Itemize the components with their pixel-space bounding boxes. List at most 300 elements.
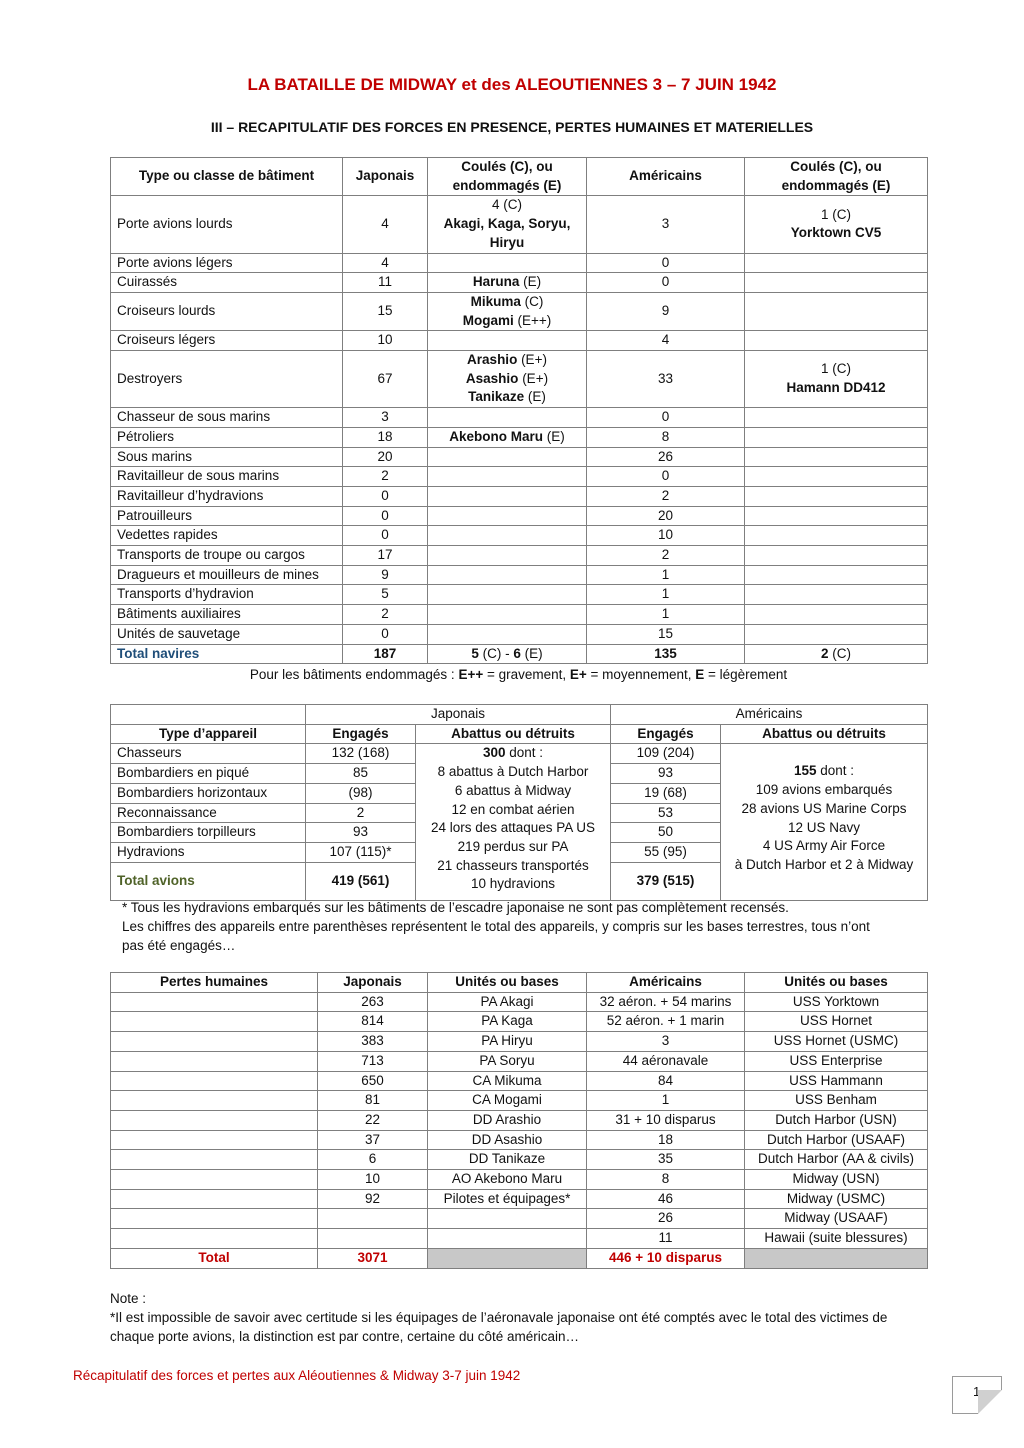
- col-header: Type d’appareil: [111, 724, 306, 744]
- table-row: [111, 253, 928, 273]
- total-value: 5: [471, 645, 479, 661]
- col-header: Japonais: [343, 158, 428, 196]
- table-row: [111, 1012, 928, 1032]
- legend-text: = légèrement: [704, 667, 788, 682]
- loss-us: 1: [587, 1091, 745, 1111]
- table-row: [111, 1170, 928, 1190]
- loss-us-unit: Dutch Harbor (USAAF): [745, 1130, 928, 1150]
- ship-jp-lost: [428, 605, 587, 625]
- loss-jp: [318, 1209, 428, 1229]
- ship-name: Asashio: [465, 370, 519, 386]
- loss-jp: 37: [318, 1130, 428, 1150]
- total-value: 6: [513, 645, 521, 661]
- loss-us: 3: [587, 1032, 745, 1052]
- ship-type: Destroyers: [111, 351, 343, 408]
- total-code: (E): [520, 645, 543, 661]
- col-header: Américains: [587, 973, 745, 993]
- aircraft-us: 93: [611, 764, 721, 784]
- table-row: [111, 1032, 928, 1052]
- page-curl-icon: [978, 1390, 1002, 1414]
- loss-us-unit: USS Hammann: [745, 1071, 928, 1091]
- aircraft-jp: 107 (115)*: [306, 842, 416, 862]
- ship-name: Haruna: [472, 274, 520, 290]
- table-row: [111, 273, 928, 293]
- group-header-us: Américains: [611, 705, 928, 725]
- ship-us-lost: [745, 565, 928, 585]
- note-line: * Tous les hydravions embarqués sur les bâtiments de l’escadre japonaise ne sont pas complètement recensés.: [122, 900, 789, 915]
- aircraft-header-row: [111, 724, 928, 744]
- col-header: Abattus ou détruits: [416, 724, 611, 744]
- total-jp: 187: [343, 644, 428, 664]
- table-row: [111, 506, 928, 526]
- ship-jp-lost: [428, 467, 587, 487]
- loss-us: 46: [587, 1189, 745, 1209]
- aircraft-us: 50: [611, 823, 721, 843]
- ship-type: Unités de sauvetage: [111, 624, 343, 644]
- loss-us: 26: [587, 1209, 745, 1229]
- ship-us-lost: [745, 253, 928, 273]
- ship-jp-lost: [428, 253, 587, 273]
- ship-us-count: 4: [587, 331, 745, 351]
- table-row: [111, 585, 928, 605]
- lost-suffix: dont :: [505, 745, 544, 761]
- group-header-jp: Japonais: [306, 705, 611, 725]
- col-header: Abattus ou détruits: [721, 724, 928, 744]
- lost-line: 1 (C): [821, 361, 851, 377]
- loss-jp-unit: DD Asashio: [428, 1130, 587, 1150]
- lost-line: 219 perdus sur PA: [457, 838, 569, 854]
- ship-jp-count: 2: [343, 605, 428, 625]
- ship-us-lost: [745, 506, 928, 526]
- lost-line: 10 hydravions: [470, 876, 556, 892]
- table-row: [111, 605, 928, 625]
- ship-us-lost: [745, 447, 928, 467]
- ship-us-count: 20: [587, 506, 745, 526]
- table-row: [111, 1189, 928, 1209]
- table-row: [111, 1071, 928, 1091]
- lost-line: 4 US Army Air Force: [762, 838, 886, 854]
- loss-jp-unit: PA Akagi: [428, 992, 587, 1012]
- lost-line: à Dutch Harbor et 2 à Midway: [734, 856, 914, 872]
- lost-line: 4 (C): [492, 197, 522, 213]
- loss-us: 44 aéronavale: [587, 1051, 745, 1071]
- ship-jp-count: 0: [343, 506, 428, 526]
- jp-lost-detail: [416, 744, 611, 900]
- table-row: [111, 292, 928, 330]
- col-header: Engagés: [611, 724, 721, 744]
- col-header: Engagés: [306, 724, 416, 744]
- empty-cell: [111, 1189, 318, 1209]
- ship-jp-lost: [428, 585, 587, 605]
- loss-us-unit: USS Hornet: [745, 1012, 928, 1032]
- empty-cell: [111, 1150, 318, 1170]
- ship-type: Cuirassés: [111, 273, 343, 293]
- ship-us-lost: [745, 331, 928, 351]
- footnote: [110, 1289, 930, 1346]
- losses-total-row: [111, 1248, 928, 1268]
- ship-jp-lost: [428, 565, 587, 585]
- ship-name: Akebono Maru: [449, 428, 543, 444]
- loss-us-unit: Hawaii (suite blessures): [745, 1229, 928, 1249]
- ship-us-count: 0: [587, 253, 745, 273]
- lost-suffix: dont :: [816, 763, 855, 779]
- loss-us-unit: USS Benham: [745, 1091, 928, 1111]
- page-footer: Récapitulatif des forces et pertes aux Aléoutiennes & Midway 3-7 juin 1942: [73, 1368, 521, 1383]
- total-us-lost: [745, 644, 928, 664]
- empty-cell: [111, 1071, 318, 1091]
- table-row: [111, 1091, 928, 1111]
- empty-cell: [428, 1248, 587, 1268]
- aircraft-type: Chasseurs: [111, 744, 306, 764]
- loss-jp: 263: [318, 992, 428, 1012]
- ship-jp-count: 17: [343, 546, 428, 566]
- total-us: 135: [587, 644, 745, 664]
- col-header: Coulés (C), ou endommagés (E): [428, 158, 587, 196]
- aircraft-us: 109 (204): [611, 744, 721, 764]
- total-jp: 3071: [318, 1248, 428, 1268]
- legend-key: E: [695, 667, 705, 682]
- empty-cell: [111, 1032, 318, 1052]
- ship-jp-count: 20: [343, 447, 428, 467]
- lost-line: Yorktown CV5: [790, 225, 882, 241]
- page-subtitle: III – RECAPITULATIF DES FORCES EN PRESENCE, PERTES HUMAINES ET MATERIELLES: [210, 119, 814, 135]
- empty-cell: [111, 1209, 318, 1229]
- loss-jp-unit: CA Mikuma: [428, 1071, 587, 1091]
- ship-type: Vedettes rapides: [111, 526, 343, 546]
- lost-line: Hiryu: [489, 234, 525, 250]
- damage-code: (E): [543, 428, 565, 444]
- damage-code: (E): [519, 274, 542, 290]
- empty-cell: [111, 1051, 318, 1071]
- ship-jp-count: 0: [343, 526, 428, 546]
- aircraft-us: 55 (95): [611, 842, 721, 862]
- table-row: [111, 196, 928, 253]
- loss-jp-unit: PA Hiryu: [428, 1032, 587, 1052]
- ship-us-lost: [745, 292, 928, 330]
- damage-code: (E+): [518, 370, 549, 386]
- ship-us-count: 9: [587, 292, 745, 330]
- table-row: [111, 1130, 928, 1150]
- legend-text: = moyennement,: [586, 667, 696, 682]
- aircraft-notes: [122, 898, 922, 955]
- empty-cell: [111, 1229, 318, 1249]
- ship-us-count: 1: [587, 585, 745, 605]
- ship-type: Porte avions lourds: [111, 196, 343, 253]
- lost-line: 28 avions US Marine Corps: [741, 800, 907, 816]
- table-row: [111, 351, 928, 408]
- ship-jp-lost: [428, 408, 587, 428]
- note-line: *Il est impossible de savoir avec certitude si les équipages de l’aéronavale japonaise ont été comptés avec le total des victimes de: [110, 1310, 888, 1325]
- legend-key: E++: [458, 667, 484, 682]
- loss-us-unit: Midway (USMC): [745, 1189, 928, 1209]
- table-row: [111, 744, 928, 764]
- ship-type: Ravitailleur de sous marins: [111, 467, 343, 487]
- page-number: 1: [973, 1384, 981, 1399]
- empty-cell: [111, 1170, 318, 1190]
- ship-us-lost: [745, 427, 928, 447]
- total-code: (C): [828, 645, 851, 661]
- ship-type: Pétroliers: [111, 427, 343, 447]
- legend-text: = gravement,: [483, 667, 570, 682]
- ship-jp-count: 10: [343, 331, 428, 351]
- loss-us: 31 + 10 disparus: [587, 1110, 745, 1130]
- ship-name: Mikuma: [470, 293, 521, 309]
- ship-us-count: 2: [587, 486, 745, 506]
- losses-header-row: [111, 973, 928, 993]
- ship-us-count: 10: [587, 526, 745, 546]
- table-row: [111, 624, 928, 644]
- col-header: Type ou classe de bâtiment: [111, 158, 343, 196]
- lost-total: 155: [793, 763, 817, 779]
- aircraft-group-row: [111, 705, 928, 725]
- col-header: Pertes humaines: [111, 973, 318, 993]
- ship-us-lost: [745, 351, 928, 408]
- ship-us-count: 15: [587, 624, 745, 644]
- total-label: Total avions: [111, 862, 306, 900]
- ship-jp-lost: [428, 331, 587, 351]
- aircraft-type: Reconnaissance: [111, 803, 306, 823]
- loss-jp: 6: [318, 1150, 428, 1170]
- lost-total: 300: [482, 745, 506, 761]
- ship-jp-lost: [428, 506, 587, 526]
- col-header: Unités ou bases: [428, 973, 587, 993]
- loss-jp-unit: AO Akebono Maru: [428, 1170, 587, 1190]
- table-row: [111, 1051, 928, 1071]
- empty-cell: [111, 705, 306, 725]
- ship-type: Dragueurs et mouilleurs de mines: [111, 565, 343, 585]
- aircraft-us: 19 (68): [611, 783, 721, 803]
- loss-jp: 383: [318, 1032, 428, 1052]
- loss-jp: 814: [318, 1012, 428, 1032]
- loss-jp: 650: [318, 1071, 428, 1091]
- ship-jp-count: 4: [343, 253, 428, 273]
- ship-jp-count: 0: [343, 486, 428, 506]
- ship-us-count: 33: [587, 351, 745, 408]
- total-us: 379 (515): [611, 862, 721, 900]
- aircraft-table: [110, 704, 928, 901]
- empty-cell: [111, 1110, 318, 1130]
- loss-us-unit: USS Hornet (USMC): [745, 1032, 928, 1052]
- loss-us: 35: [587, 1150, 745, 1170]
- ship-name: Tanikaze: [468, 389, 525, 405]
- ship-type: Bâtiments auxiliaires: [111, 605, 343, 625]
- table-row: [111, 447, 928, 467]
- loss-us: 8: [587, 1170, 745, 1190]
- lost-line: 6 abattus à Midway: [454, 782, 572, 798]
- damage-code: (C): [520, 293, 544, 309]
- total-code: (C) -: [478, 645, 514, 661]
- page-title: LA BATAILLE DE MIDWAY et des ALEOUTIENNES 3 – 7 JUIN 1942: [247, 75, 777, 94]
- aircraft-jp: 93: [306, 823, 416, 843]
- col-header: Unités ou bases: [745, 973, 928, 993]
- ship-type: Patrouilleurs: [111, 506, 343, 526]
- ship-us-lost: [745, 526, 928, 546]
- ship-us-lost: [745, 486, 928, 506]
- ship-type: Sous marins: [111, 447, 343, 467]
- loss-jp-unit: [428, 1229, 587, 1249]
- ship-us-lost: [745, 196, 928, 253]
- table-row: [111, 546, 928, 566]
- ship-jp-lost: [428, 546, 587, 566]
- empty-cell: [111, 1012, 318, 1032]
- loss-jp: 22: [318, 1110, 428, 1130]
- aircraft-jp: 132 (168): [306, 744, 416, 764]
- lost-line: 12 en combat aérien: [451, 801, 575, 817]
- ships-header-row: [111, 158, 928, 196]
- table-row: [111, 565, 928, 585]
- note-line: Les chiffres des appareils entre parenthèses représentent le total des appareils, y compris sur les bases terrestres, tous n’ont: [122, 919, 870, 934]
- ship-jp-count: 5: [343, 585, 428, 605]
- ships-total-row: [111, 644, 928, 664]
- note-line: chaque porte avions, la distinction est par contre, certaine du côté américain…: [110, 1329, 580, 1344]
- ship-jp-count: 15: [343, 292, 428, 330]
- ship-jp-count: 4: [343, 196, 428, 253]
- ship-us-count: 8: [587, 427, 745, 447]
- damage-legend: [110, 667, 927, 682]
- empty-cell: [111, 992, 318, 1012]
- loss-us: 11: [587, 1229, 745, 1249]
- empty-cell: [745, 1248, 928, 1268]
- lost-line: 109 avions embarqués: [755, 782, 893, 798]
- ship-jp-lost: [428, 486, 587, 506]
- aircraft-type: Bombardiers en piqué: [111, 764, 306, 784]
- damage-code: (E): [524, 389, 546, 405]
- loss-jp-unit: DD Arashio: [428, 1110, 587, 1130]
- empty-cell: [111, 1091, 318, 1111]
- table-row: [111, 1209, 928, 1229]
- loss-jp-unit: CA Mogami: [428, 1091, 587, 1111]
- ship-type: Croiseurs légers: [111, 331, 343, 351]
- ship-jp-count: 0: [343, 624, 428, 644]
- ship-type: Transports d’hydravion: [111, 585, 343, 605]
- ship-type: Chasseur de sous marins: [111, 408, 343, 428]
- total-label: Total: [111, 1248, 318, 1268]
- total-value: 2: [820, 645, 829, 661]
- ship-us-lost: [745, 585, 928, 605]
- aircraft-jp: (98): [306, 783, 416, 803]
- ship-jp-lost: [428, 447, 587, 467]
- aircraft-jp: 2: [306, 803, 416, 823]
- ships-simple-rows: [111, 447, 928, 644]
- ship-type: Ravitailleur d’hydravions: [111, 486, 343, 506]
- table-row: [111, 526, 928, 546]
- lost-line: 24 lors des attaques PA US: [430, 820, 596, 836]
- ship-jp-lost: [428, 624, 587, 644]
- loss-us-unit: Dutch Harbor (AA & civils): [745, 1150, 928, 1170]
- col-header: Japonais: [318, 973, 428, 993]
- table-row: [111, 408, 928, 428]
- loss-jp-unit: [428, 1209, 587, 1229]
- ship-us-count: 2: [587, 546, 745, 566]
- lost-line: 12 US Navy: [788, 819, 861, 835]
- ship-us-count: 3: [587, 196, 745, 253]
- loss-jp-unit: DD Tanikaze: [428, 1150, 587, 1170]
- loss-jp-unit: Pilotes et équipages*: [428, 1189, 587, 1209]
- total-jp: 419 (561): [306, 862, 416, 900]
- ship-us-lost: [745, 273, 928, 293]
- loss-us-unit: Dutch Harbor (USN): [745, 1110, 928, 1130]
- table-row: [111, 331, 928, 351]
- ship-type: Porte avions légers: [111, 253, 343, 273]
- loss-jp: 713: [318, 1051, 428, 1071]
- aircraft-jp: 85: [306, 764, 416, 784]
- ship-us-lost: [745, 605, 928, 625]
- aircraft-type: Bombardiers torpilleurs: [111, 823, 306, 843]
- lost-line: Hamann DD412: [786, 380, 886, 396]
- ship-us-lost: [745, 546, 928, 566]
- loss-jp-unit: PA Kaga: [428, 1012, 587, 1032]
- ship-jp-lost: [428, 526, 587, 546]
- ship-jp-count: 3: [343, 408, 428, 428]
- loss-jp: 81: [318, 1091, 428, 1111]
- ship-jp-lost: [428, 292, 587, 330]
- loss-jp: 10: [318, 1170, 428, 1190]
- damage-code: (E+): [517, 352, 547, 368]
- table-row: [111, 1110, 928, 1130]
- total-jp-lost: [428, 644, 587, 664]
- ship-jp-lost: [428, 427, 587, 447]
- col-header: Américains: [587, 158, 745, 196]
- note-title: Note :: [110, 1291, 147, 1306]
- total-us: 446 + 10 disparus: [587, 1248, 745, 1268]
- empty-cell: [111, 1130, 318, 1150]
- ship-jp-lost: [428, 273, 587, 293]
- loss-us-unit: Midway (USAAF): [745, 1209, 928, 1229]
- ship-us-lost: [745, 467, 928, 487]
- ship-jp-count: 67: [343, 351, 428, 408]
- ship-us-count: 0: [587, 408, 745, 428]
- ship-type: Croiseurs lourds: [111, 292, 343, 330]
- loss-jp: 92: [318, 1189, 428, 1209]
- table-row: [111, 467, 928, 487]
- table-row: [111, 992, 928, 1012]
- ship-name: Mogami: [462, 312, 514, 328]
- loss-us: 52 aéron. + 1 marin: [587, 1012, 745, 1032]
- legend-text: Pour les bâtiments endommagés :: [249, 667, 459, 682]
- note-line: pas été engagés…: [122, 938, 236, 953]
- ship-jp-count: 18: [343, 427, 428, 447]
- ships-table: [110, 157, 928, 664]
- us-lost-detail: [721, 744, 928, 900]
- loss-us-unit: Midway (USN): [745, 1170, 928, 1190]
- ship-jp-count: 2: [343, 467, 428, 487]
- ship-us-count: 0: [587, 467, 745, 487]
- ship-jp-lost: [428, 196, 587, 253]
- loss-us: 18: [587, 1130, 745, 1150]
- ship-us-count: 26: [587, 447, 745, 467]
- lost-line: 1 (C): [821, 206, 851, 222]
- loss-jp: [318, 1229, 428, 1249]
- loss-us-unit: USS Yorktown: [745, 992, 928, 1012]
- ship-jp-count: 9: [343, 565, 428, 585]
- lost-line: 21 chasseurs transportés: [437, 857, 589, 873]
- page-number-box: [952, 1376, 1002, 1414]
- col-header: Coulés (C), ou endommagés (E): [745, 158, 928, 196]
- loss-jp-unit: PA Soryu: [428, 1051, 587, 1071]
- ship-us-count: 1: [587, 565, 745, 585]
- table-row: [111, 427, 928, 447]
- aircraft-type: Hydravions: [111, 842, 306, 862]
- aircraft-us: 53: [611, 803, 721, 823]
- loss-us: 32 aéron. + 54 marins: [587, 992, 745, 1012]
- table-row: [111, 1229, 928, 1249]
- ship-jp-lost: [428, 351, 587, 408]
- losses-rows: [111, 992, 928, 1248]
- ship-name: Arashio: [467, 352, 518, 368]
- table-row: [111, 486, 928, 506]
- losses-table: [110, 972, 928, 1269]
- ship-type: Transports de troupe ou cargos: [111, 546, 343, 566]
